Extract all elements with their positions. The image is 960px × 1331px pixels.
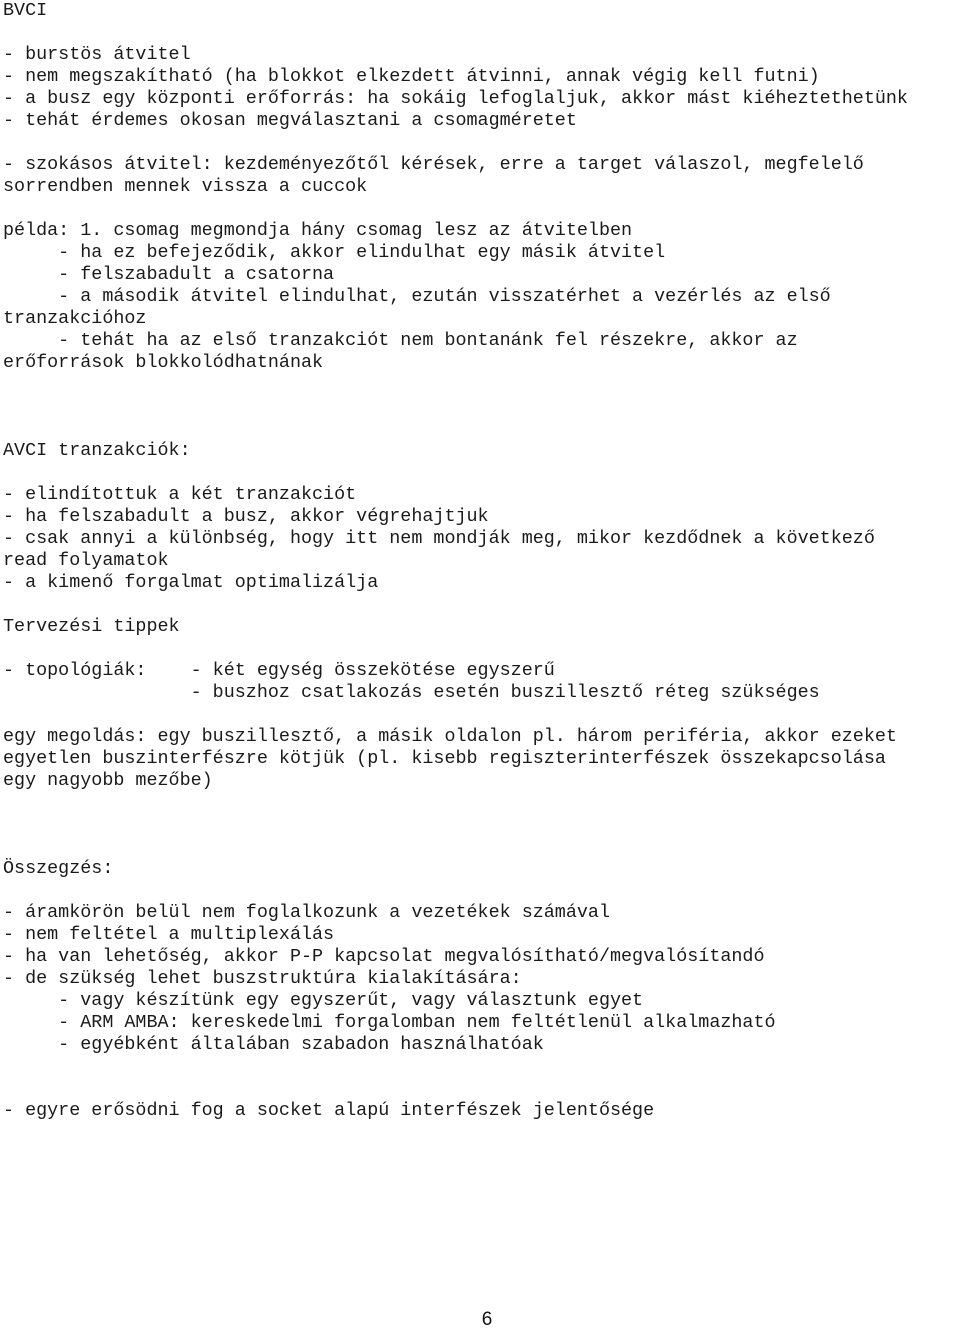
section-design-tips bbox=[3, 616, 958, 792]
list-item: - elindítottuk a két tranzakciót bbox=[3, 484, 357, 505]
list-item: - áramkörön belül nem foglalkozunk a vezetékek számával bbox=[3, 902, 610, 923]
paragraph-line: sorrendben mennek vissza a cuccok bbox=[3, 176, 368, 197]
list-item: - de szükség lehet buszstruktúra kialakítására: bbox=[3, 968, 522, 989]
list-item: - vagy készítünk egy egyszerűt, vagy választunk egyet bbox=[3, 990, 644, 1011]
document-page bbox=[3, 0, 958, 1122]
example-line: - ha ez befejeződik, akkor elindulhat egy másik átvitel bbox=[3, 242, 666, 263]
spacer bbox=[3, 1078, 958, 1100]
example-line: - tehát ha az első tranzakciót nem bontanánk fel részekre, akkor az bbox=[3, 330, 798, 351]
page-number: 6 bbox=[481, 1309, 493, 1330]
spacer bbox=[3, 594, 958, 616]
section-avci bbox=[3, 440, 958, 594]
spacer bbox=[3, 880, 958, 902]
section-title-design-tips: Tervezési tippek bbox=[3, 616, 180, 637]
list-item: - ha van lehetőség, akkor P-P kapcsolat megvalósítható/megvalósítandó bbox=[3, 946, 765, 967]
section-title-avci: AVCI tranzakciók: bbox=[3, 440, 191, 461]
section-title-summary: Összegzés: bbox=[3, 858, 114, 879]
example-line: erőforrások blokkolódhatnának bbox=[3, 352, 324, 373]
list-item: - tehát érdemes okosan megválasztani a csomagméretet bbox=[3, 110, 577, 131]
list-item: - nem feltétel a multiplexálás bbox=[3, 924, 335, 945]
list-item: - a kimenő forgalmat optimalizálja bbox=[3, 572, 379, 593]
spacer bbox=[3, 132, 958, 154]
list-item: - egyébként általában szabadon használhatóak bbox=[3, 1034, 544, 1055]
spacer bbox=[3, 792, 958, 814]
list-item: read folyamatok bbox=[3, 550, 169, 571]
spacer bbox=[3, 374, 958, 396]
spacer bbox=[3, 638, 958, 660]
spacer bbox=[3, 814, 958, 836]
spacer bbox=[3, 22, 958, 44]
paragraph-line: egy nagyobb mezőbe) bbox=[3, 770, 213, 791]
section-summary bbox=[3, 858, 958, 1056]
example-line: - a második átvitel elindulhat, ezután visszatérhet a vezérlés az első bbox=[3, 286, 831, 307]
topology-line: - topológiák: - két egység összekötése egyszerű bbox=[3, 660, 555, 681]
spacer bbox=[3, 198, 958, 220]
closing-line: - egyre erősödni fog a socket alapú interfészek jelentősége bbox=[3, 1100, 655, 1121]
list-item: - a busz egy központi erőforrás: ha sokáig lefoglaljuk, akkor mást kiéheztethetünk bbox=[3, 88, 908, 109]
spacer bbox=[3, 704, 958, 726]
paragraph-line: - szokásos átvitel: kezdeményezőtől kérések, erre a target válaszol, megfelelő bbox=[3, 154, 864, 175]
list-item: - csak annyi a különbség, hogy itt nem mondják meg, mikor kezdődnek a következő bbox=[3, 528, 875, 549]
spacer bbox=[3, 418, 958, 440]
spacer bbox=[3, 396, 958, 418]
list-item: - nem megszakítható (ha blokkot elkezdett átvinni, annak végig kell futni) bbox=[3, 66, 820, 87]
paragraph-line: egyetlen buszinterfészre kötjük (pl. kisebb regiszterinterfészek összekapcsolása bbox=[3, 748, 886, 769]
example-line: példa: 1. csomag megmondja hány csomag lesz az átvitelben bbox=[3, 220, 633, 241]
list-item: - burstös átvitel bbox=[3, 44, 191, 65]
example-line: - felszabadult a csatorna bbox=[3, 264, 335, 285]
topology-line: - buszhoz csatlakozás esetén buszillesztő réteg szükséges bbox=[3, 682, 820, 703]
spacer bbox=[3, 836, 958, 858]
section-title-bvci: BVCI bbox=[3, 0, 48, 21]
paragraph-line: egy megoldás: egy buszillesztő, a másik oldalon pl. három periféria, akkor ezeket bbox=[3, 726, 897, 747]
list-item: - ha felszabadult a busz, akkor végrehajtjuk bbox=[3, 506, 489, 527]
spacer bbox=[3, 462, 958, 484]
list-item: - ARM AMBA: kereskedelmi forgalomban nem feltétlenül alkalmazható bbox=[3, 1012, 776, 1033]
spacer bbox=[3, 1056, 958, 1078]
section-bvci bbox=[3, 0, 958, 374]
example-line: tranzakcióhoz bbox=[3, 308, 147, 329]
